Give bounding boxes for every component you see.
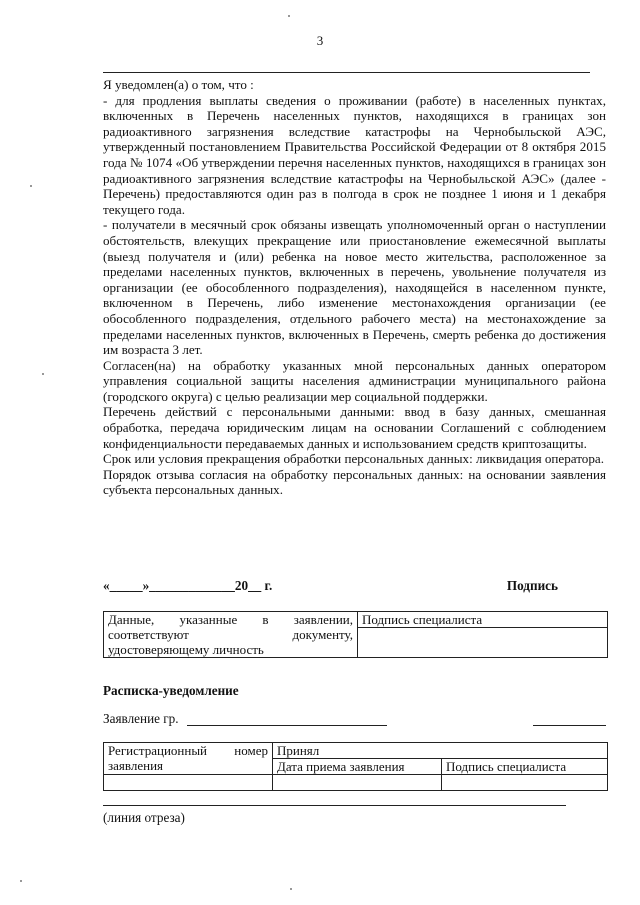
consent-paragraph: Согласен(на) на обработку указанных мной персональных данных оператором управления социальной защиты населения администрации муниципального района (городского округа) с целью реализации мер социальной поддержки. bbox=[103, 357, 606, 404]
accepted-label: Принял bbox=[273, 743, 608, 759]
specialist-signature-header: Подпись специалиста bbox=[358, 612, 608, 628]
verification-line: удостоверяющему личность bbox=[108, 642, 264, 657]
applicant-name-field[interactable] bbox=[187, 725, 387, 726]
top-rule bbox=[103, 72, 590, 73]
withdrawal-paragraph: Порядок отзыва согласия на обработку персональных данных: на основании заявления субъекта персональных данных. bbox=[103, 466, 606, 498]
cut-line-label: (линия отреза) bbox=[103, 810, 185, 825]
scan-speck bbox=[30, 185, 32, 187]
scan-speck bbox=[42, 373, 44, 375]
date-field[interactable]: «_____»_____________20__ г. bbox=[103, 578, 273, 593]
actions-paragraph: Перечень действий с персональными данными: ввод в базу данных, смешанная обработка, передача юридическим лицам на основании Соглашений с соблюдением конфиденциальности передаваемых данных и использованием средств криптозащиты. bbox=[103, 404, 606, 451]
notice-text bbox=[103, 77, 606, 498]
signature-label: Подпись bbox=[506, 578, 558, 593]
statement-label: Заявление гр. bbox=[103, 711, 179, 726]
verification-line: Данные, указанные в заявлении, bbox=[108, 612, 353, 627]
page-number: 3 bbox=[316, 33, 324, 48]
scan-speck bbox=[288, 15, 290, 17]
verification-table bbox=[103, 611, 608, 658]
receipt-title: Расписка-уведомление bbox=[103, 683, 239, 698]
receipt-signature-label: Подпись специалиста bbox=[442, 759, 608, 775]
applicant-name-field-end[interactable] bbox=[533, 725, 606, 726]
verification-statement bbox=[104, 612, 358, 658]
receipt-signature-cell[interactable] bbox=[442, 775, 608, 791]
specialist-signature-cell[interactable] bbox=[358, 628, 608, 658]
notice-item-obligation: - получатели в месячный срок обязаны извещать уполномоченный орган о наступлении обстоятельств, влекущих прекращение или приостановление ежемесячной выплаты (выезд получателя и (или) ребенка на новое место жительства, расположенное за пределами населенных пунктов, включенных в перечень, увольнение получателя из организации (ее обособленного подразделения), находящейся в населенном пункте, включенном в Перечень, либо изменение местонахождения организации (ее обособленного подразделения, отдельного рабочего места) на местонахождение за пределами населенных пунктов, включенных в Перечень, смерть ребенка до достижения им возраста 3 лет. bbox=[103, 217, 606, 358]
scan-speck bbox=[20, 880, 22, 882]
termination-paragraph: Срок или условия прекращения обработки персональных данных: ликвидация оператора. bbox=[103, 451, 604, 467]
receipt-date-label: Дата приема заявления bbox=[273, 759, 442, 775]
reg-number-cell[interactable] bbox=[104, 775, 273, 791]
notice-intro: Я уведомлен(а) о том, что : bbox=[103, 77, 254, 92]
statement-line bbox=[103, 711, 606, 727]
scan-speck bbox=[290, 888, 292, 890]
notice-item-extension: - для продления выплаты сведения о проживании (работе) в населенных пунктах, включенных в Перечень населенных пунктов, находящихся в границах зон радиоактивного загрязнения вследствие катастрофы на Чернобыльской АЭС, утвержденный постановлением Правительства Российской Федерации от 8 октября 2015 года № 1074 «Об утверждении перечня населенных пунктов, находящихся в границах зон радиоактивного загрязнения вследствие катастрофы на Чернобыльской АЭС» (далее - Перечень) предоставляются один раз в полгода в срок не позднее 1 июня и 1 декабря текущего года. bbox=[103, 92, 606, 217]
cut-line bbox=[103, 805, 566, 806]
receipt-date-cell[interactable] bbox=[273, 775, 442, 791]
receipt-table bbox=[103, 742, 608, 791]
reg-number-label: Регистрационный номер заявления bbox=[104, 743, 273, 775]
verification-line: соответствуют документу, bbox=[108, 627, 353, 642]
